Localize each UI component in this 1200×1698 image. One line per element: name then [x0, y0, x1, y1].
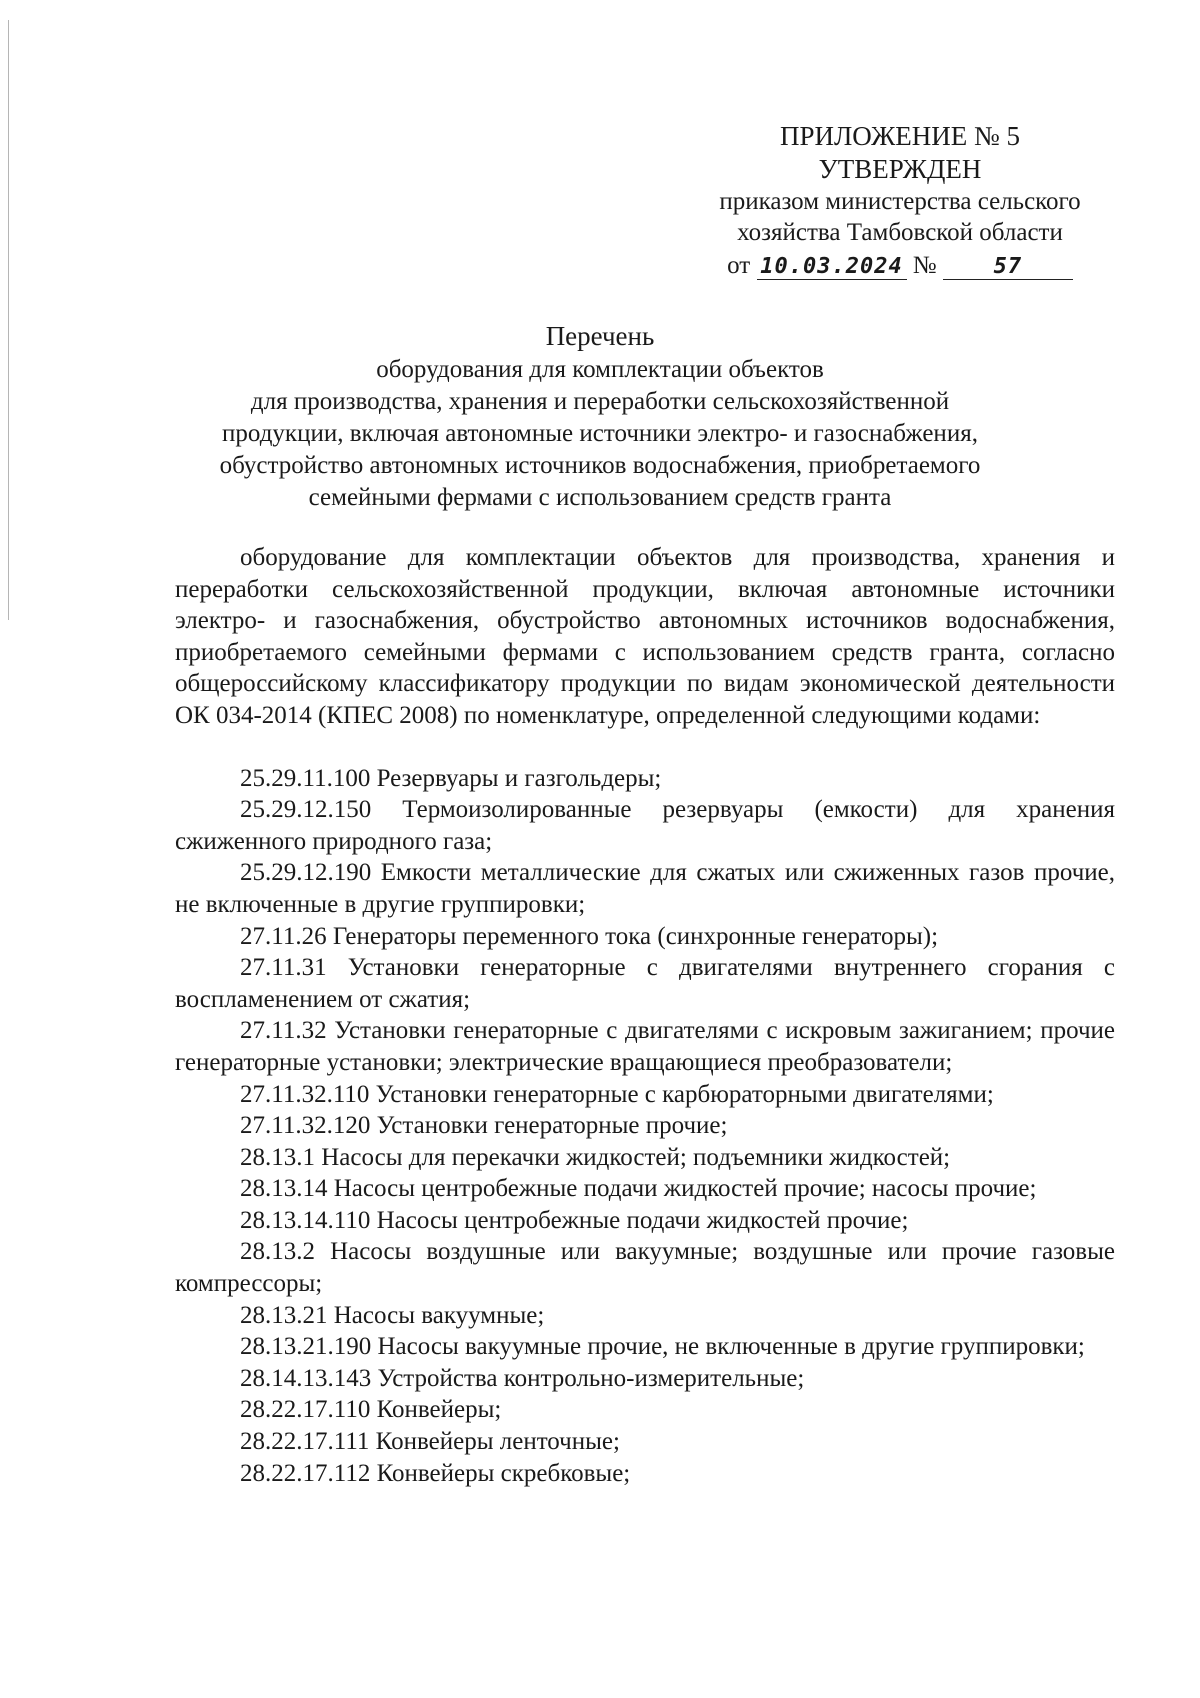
code-list-item	[175, 1173, 1115, 1205]
item-code: 28.22.17.112	[240, 1459, 371, 1487]
code-list-item	[175, 1458, 1115, 1490]
title-line: обустройство автономных источников водоснабжения, приобретаемого	[219, 452, 981, 479]
title-heading: Перечень	[545, 321, 655, 351]
item-code: 27.11.32	[240, 1017, 327, 1045]
item-code: 28.13.14.110	[240, 1206, 371, 1234]
code-list-item	[175, 952, 1115, 1015]
item-code: 25.29.12.190	[240, 859, 372, 887]
order-date-field	[757, 254, 907, 280]
title-line: для производства, хранения и переработки сельскохозяйственной	[250, 388, 950, 415]
code-list-item	[175, 1300, 1115, 1332]
code-list-item	[175, 1015, 1115, 1078]
item-text: Установки генераторные с двигателями с искровым зажиганием; прочие генераторные установки; электрические вращающиеся преобразователи;	[175, 1017, 1115, 1076]
approved-label: УТВЕРЖДЕН	[818, 154, 982, 184]
code-list-item	[175, 1426, 1115, 1458]
intro-paragraph: оборудование для комплектации объектов для производства, хранения и переработки сельскохозяйственной продукции, включая автономные источники электро- и газоснабжения, обустройство автономных источников водоснабжения, приобретаемого семейными фермами с использованием средств гранта, согласно общероссийскому классификатору продукции по видам экономической деятельности ОК 034-2014 (КПЕС 2008) по номенклатуре, определенной следующими кодами:	[175, 544, 1115, 729]
item-code: 28.13.2	[240, 1238, 315, 1266]
item-text: Насосы для перекачки жидкостей; подъемники жидкостей;	[321, 1143, 951, 1171]
code-list-item	[175, 763, 1115, 795]
order-number-field	[943, 254, 1073, 280]
item-code: 25.29.11.100	[240, 764, 371, 792]
item-text: Резервуары и газгольдеры;	[376, 764, 662, 792]
appendix-label: ПРИЛОЖЕНИЕ № 5	[779, 121, 1021, 151]
item-text: Насосы воздушные или вакуумные; воздушные или прочие газовые компрессоры;	[175, 1238, 1115, 1298]
item-code: 27.11.26	[240, 922, 327, 950]
item-code: 28.22.17.110	[240, 1396, 371, 1424]
code-list-item	[175, 1079, 1115, 1111]
code-list-item	[175, 1142, 1115, 1174]
title-line: семейными фермами с использованием средств гранта	[308, 484, 892, 511]
from-label: от	[727, 252, 751, 279]
approval-line-2: хозяйства Тамбовской области	[737, 219, 1063, 246]
order-date-handwritten: 10.03.2024	[760, 254, 903, 279]
item-code: 27.11.31	[240, 954, 327, 982]
item-code: 27.11.32.120	[240, 1112, 371, 1140]
code-list	[175, 763, 1115, 1490]
document-body	[175, 542, 1115, 1489]
code-list-item	[175, 1110, 1115, 1142]
code-list-item	[175, 1205, 1115, 1237]
item-text: Конвейеры скребковые;	[376, 1459, 631, 1487]
item-text: Установки генераторные с карбюраторными двигателями;	[375, 1080, 994, 1108]
title-line: продукции, включая автономные источники электро- и газоснабжения,	[222, 420, 978, 447]
item-text: Генераторы переменного тока (синхронные генераторы);	[332, 922, 939, 950]
item-code: 28.13.14	[240, 1175, 328, 1203]
code-list-item	[175, 1394, 1115, 1426]
item-text: Насосы вакуумные прочие, не включенные в другие группировки;	[377, 1333, 1085, 1361]
item-text: Установки генераторные прочие;	[376, 1112, 728, 1140]
item-code: 27.11.32.110	[240, 1080, 370, 1108]
item-text: Насосы центробежные подачи жидкостей прочие;	[376, 1206, 909, 1234]
item-code: 28.14.13.143	[240, 1364, 372, 1392]
order-number-handwritten: 57	[993, 254, 1023, 279]
item-code: 28.13.21	[240, 1301, 328, 1329]
approval-block	[690, 120, 1110, 281]
item-text: Устройства контрольно-измерительные;	[377, 1364, 805, 1392]
code-list-item	[175, 857, 1115, 920]
order-date-line	[690, 250, 1110, 281]
item-text: Термоизолированные резервуары (емкости) для хранения сжиженного природного газа;	[175, 796, 1115, 855]
item-text: Установки генераторные с двигателями внутреннего сгорания с воспламенением от сжатия;	[175, 954, 1115, 1013]
scan-edge-line	[8, 20, 9, 620]
code-list-item	[175, 1236, 1115, 1299]
item-text: Емкости металлические для сжатых или сжиженных газов прочие, не включенные в другие группировки;	[175, 859, 1115, 918]
item-code: 28.13.21.190	[240, 1333, 372, 1361]
item-code: 25.29.12.150	[240, 796, 372, 824]
title-line: оборудования для комплектации объектов	[376, 356, 824, 383]
document-title	[160, 320, 1040, 514]
item-text: Насосы центробежные подачи жидкостей прочие; насосы прочие;	[333, 1175, 1037, 1203]
code-list-item	[175, 1331, 1115, 1363]
item-code: 28.22.17.111	[240, 1428, 370, 1456]
item-code: 28.13.1	[240, 1143, 315, 1171]
number-label: №	[912, 252, 937, 279]
code-list-item	[175, 1363, 1115, 1395]
code-list-item	[175, 794, 1115, 857]
item-text: Насосы вакуумные;	[333, 1301, 545, 1329]
item-text: Конвейеры;	[376, 1396, 502, 1424]
item-text: Конвейеры ленточные;	[375, 1428, 620, 1456]
code-list-item	[175, 921, 1115, 953]
approval-line-1: приказом министерства сельского	[719, 188, 1081, 215]
